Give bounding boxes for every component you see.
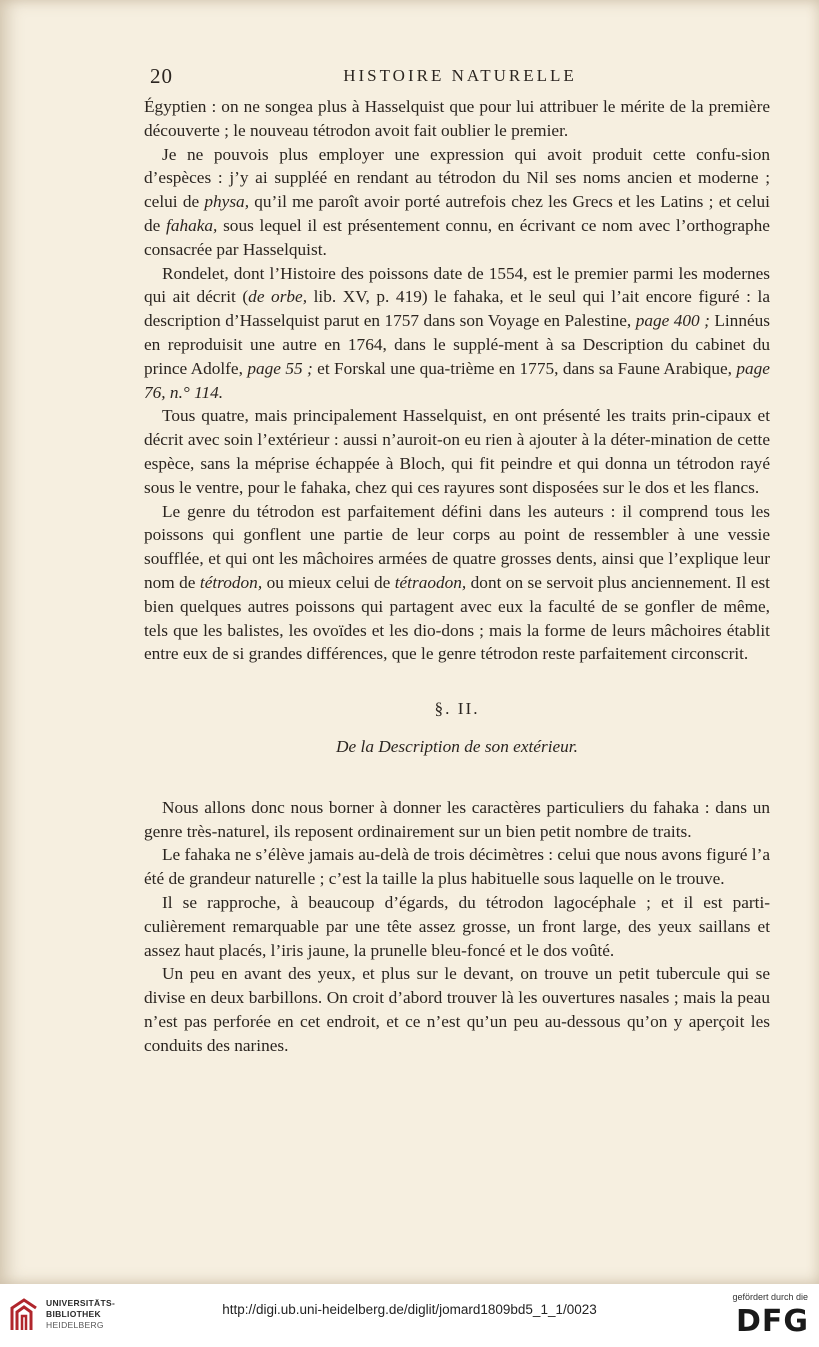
italic-term: tétrodon,	[199, 572, 263, 592]
text-run: qu’il me paroît avoir porté autrefois chez les Grecs et les Latins ; et celui de	[144, 192, 770, 235]
text-run: Le genre du tétrodon est parfaitement défini dans les auteurs : il comprend tous les poissons qui gonflent une partie de leur corps au point de ressembler à une vessie soufflée, et qui ont les mâchoires armées de quatre grosses dents, ainsi que l’explique leur nom de	[144, 501, 770, 592]
library-name-line: BIBLIOTHEK	[46, 1309, 101, 1319]
paragraph-4: Tous quatre, mais principalement Hasselquist, en ont présenté les traits prin-cipaux et décrit avec soin l’extérieur : aussi n’auroit-on eu rien à ajouter à la déter-mination de cette espèce, sans la méprise échappée à Bloch, qui fit peindre et qui donna un tétrodon rayé sous le ventre, pour le fahaka, chez qui ces rayures sont disposées sur le dos et les flancs.	[144, 406, 770, 497]
italic-term: fahaka,	[166, 215, 218, 235]
paragraph-1: Égyptien : on ne songea plus à Hasselquist que pour lui attribuer le mérite de la première découverte ; le nouveau tétrodon avoit fait oublier le premier.	[144, 97, 770, 140]
text-run: sous lequel il est présentement connu, en écrivant ce nom avec l’orthographe consacrée par Hasselquist.	[144, 215, 770, 259]
text-run: et Forskal une qua-trième en 1775, dans sa Faune Arabique,	[312, 358, 737, 378]
italic-term: page 76, n.° 114.	[144, 358, 770, 402]
paragraph-6: Nous allons donc nous borner à donner les caractères particuliers du fahaka : dans un genre très-naturel, ils reposent ordinairement sur un bien petit nombre de traits.	[144, 797, 770, 841]
running-title: HISTOIRE NATURELLE	[343, 66, 577, 85]
text-run: Linnéus en reproduisit une autre en 1764, dans le supplé-ment à sa Description du cabinet du prince Adolfe,	[144, 311, 771, 378]
library-name-line: UNIVERSITÄTS-	[46, 1298, 116, 1308]
section-title: De la Description de son extérieur.	[336, 736, 578, 756]
dfg-logo: DFG	[735, 1304, 809, 1339]
funded-by-label: gefördert durch die	[732, 1292, 808, 1302]
paragraph-8: Il se rapproche, à beaucoup d’égards, du tétrodon lagocéphale ; et il est parti-culièrement remarquable par une tête assez grosse, un front large, des yeux saillans et assez haut placés, l’iris jaune, la prunelle bleu-foncé et le dos voûté.	[144, 892, 770, 960]
text-run: Rondelet, dont l’Histoire des poissons date de 1554, est le premier parmi les modernes qui ait décrit (	[144, 263, 770, 307]
permalink-url[interactable]: http://digi.ub.uni-heidelberg.de/diglit/jomard1809bd5_1_1/0023	[222, 1302, 597, 1317]
paragraph-5	[144, 500, 770, 667]
text-run: Je ne pouvois plus employer une expression qui avoit produit cette confu-sion d’espèces : j’y ai suppléé en rendant au tétrodon du Nil ses noms ancien et moderne ; celui de	[144, 144, 770, 212]
footer-bar	[0, 1284, 819, 1347]
italic-term: page 400 ;	[635, 311, 710, 331]
page-number: 20	[150, 64, 173, 88]
italic-term: page 55 ;	[247, 358, 313, 378]
italic-term: de orbe,	[248, 287, 308, 307]
page-header	[150, 64, 770, 86]
library-name-line: HEIDELBERG	[46, 1320, 104, 1330]
text-run: dont on se servoit plus anciennement. Il est bien quelques autres poissons qui partagent avec eux la faculté de se gonfler de même, tels que les balistes, les ovoïdes et les dio-dons ; mais la forme de leurs mâchoires établit entre eux de si grandes différences, que le genre tétrodon reste parfaitement circonscrit.	[144, 572, 770, 664]
paragraph-9: Un peu en avant des yeux, et plus sur le devant, on trouve un petit tubercule qui se divise en deux barbillons. On croit d’abord trouver là les ouvertures nasales ; mais la peau n’est pas perforée en cet endroit, et ce n’est qu’un peu au-dessous qu’on y aperçoit les conduits des narines.	[144, 964, 770, 1055]
text-run: lib. XV, p. 419) le fahaka, et le seul qui l’ait encore figuré : la description d’Hasselquist parut en 1757 dans son Voyage en Palestine,	[144, 287, 770, 331]
section-mark: §. II.	[434, 699, 480, 719]
paragraph-3	[144, 262, 770, 405]
paragraph-2	[144, 143, 770, 262]
paragraph-7: Le fahaka ne s’élève jamais au-delà de trois décimètres : celui que nous avons figuré l’a été de grandeur naturelle ; c’est la taille la plus habituelle sous laquelle on le trouve.	[144, 845, 770, 889]
italic-term: tétraodon,	[394, 572, 467, 592]
text-run: ou mieux celui de	[262, 572, 395, 592]
italic-term: physa,	[204, 192, 250, 212]
body-text	[144, 95, 770, 1057]
